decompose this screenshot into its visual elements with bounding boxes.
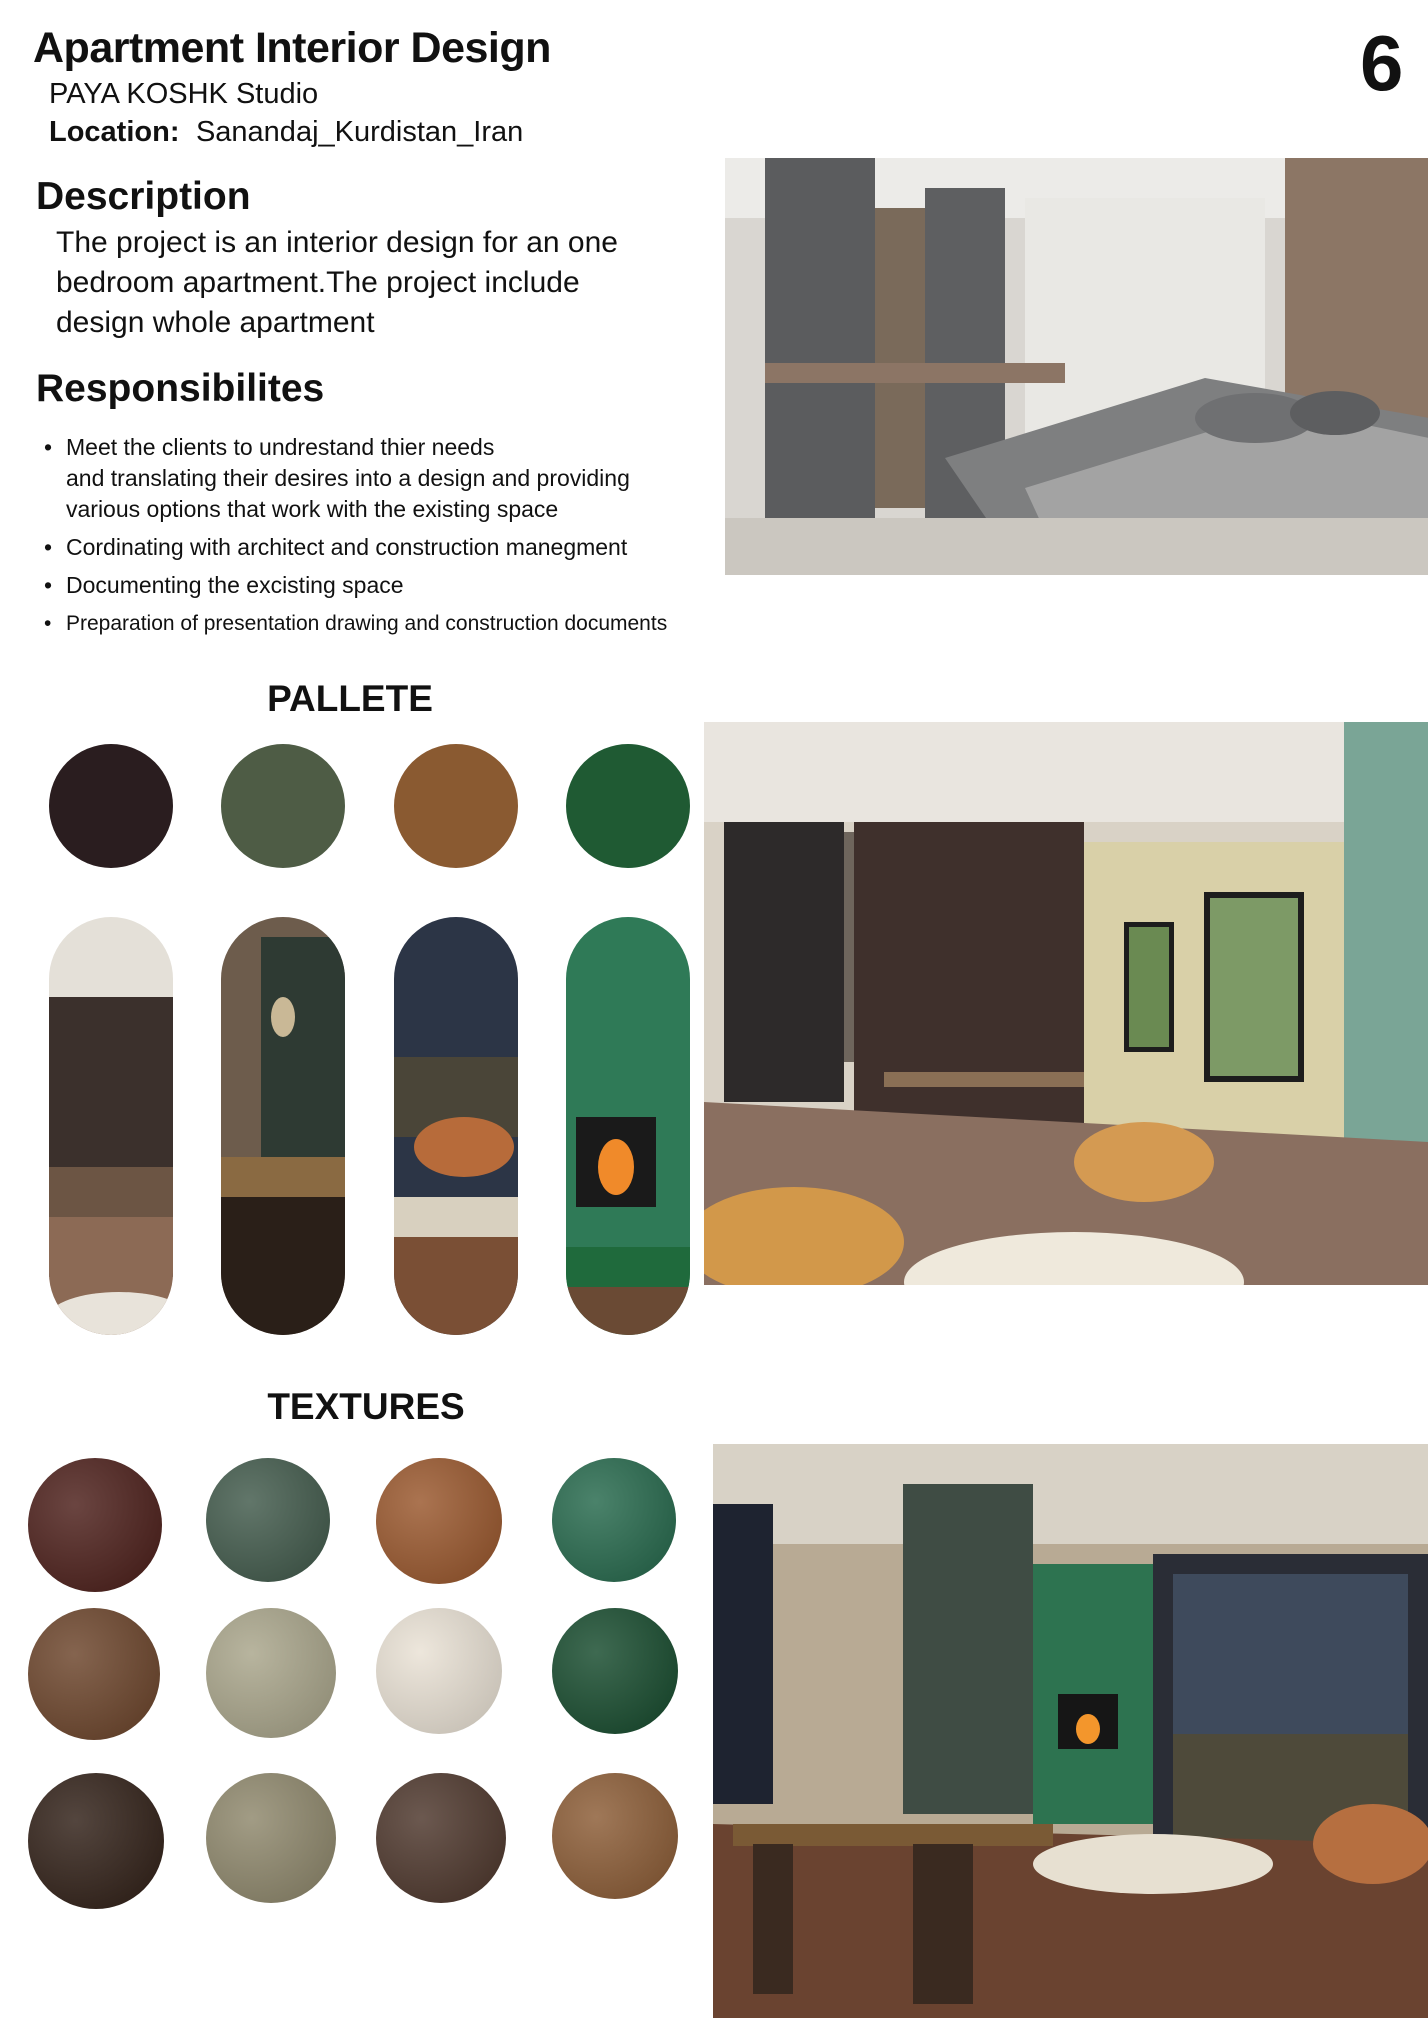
texture-swatch-herringbone-wood <box>376 1773 506 1903</box>
textures-heading: TEXTURES <box>267 1386 465 1427</box>
dining-fireplace-render <box>713 1444 1428 2018</box>
palette-pill-image-4 <box>566 917 690 1335</box>
responsibilities-list <box>36 432 736 646</box>
description-line: design whole apartment <box>56 306 375 339</box>
palette-swatch <box>394 744 518 868</box>
texture-swatch-tan-leather <box>376 1458 502 1584</box>
texture-swatch-green-fluted-panel <box>206 1458 330 1582</box>
palette-pill-image-2 <box>221 917 345 1335</box>
texture-swatch-stone-concrete <box>206 1773 336 1903</box>
palette-swatch <box>221 744 345 868</box>
responsibility-item: • Meet the clients to undrestand thier needs and translating their desires into a design and providing various options that work with the existing space <box>36 432 736 525</box>
texture-swatch-green-marble <box>552 1608 678 1734</box>
description-line: bedroom apartment.The project include <box>56 266 580 299</box>
responsibility-item: • Documenting the excisting space <box>36 570 736 601</box>
palette-pill-image-3 <box>394 917 518 1335</box>
palette-heading: PALLETE <box>267 678 433 719</box>
studio-name: PAYA KOSHK Studio <box>49 78 319 110</box>
texture-swatch-white-fur <box>376 1608 502 1734</box>
location-line <box>49 116 523 149</box>
texture-swatch-dark-brown-plaster <box>28 1773 164 1909</box>
location-label: Location: <box>49 116 180 148</box>
page-number: 6 <box>1360 19 1404 107</box>
bedroom-render <box>725 158 1428 575</box>
responsibilities-heading: Responsibilites <box>36 367 325 410</box>
responsibility-item: • Preparation of presentation drawing and construction documents <box>36 608 736 639</box>
location-value: Sanandaj_Kurdistan_Iran <box>195 116 524 148</box>
texture-swatch-green-tile <box>552 1458 676 1582</box>
texture-swatch-dark-red-wood <box>28 1458 162 1592</box>
texture-swatch-walnut-wood <box>28 1608 160 1740</box>
living-dining-render <box>704 722 1428 1285</box>
texture-swatch-grey-plaster <box>206 1608 336 1738</box>
texture-swatch-teak-wood <box>552 1773 678 1899</box>
palette-swatch <box>49 744 173 868</box>
responsibility-item: • Cordinating with architect and construction manegment <box>36 532 736 563</box>
description-line: The project is an interior design for an one <box>56 226 618 259</box>
page-title: Apartment Interior Design <box>33 24 551 72</box>
description-text <box>56 223 676 343</box>
palette-pill-image-1 <box>49 917 173 1335</box>
description-heading: Description <box>36 175 251 218</box>
palette-swatch <box>566 744 690 868</box>
